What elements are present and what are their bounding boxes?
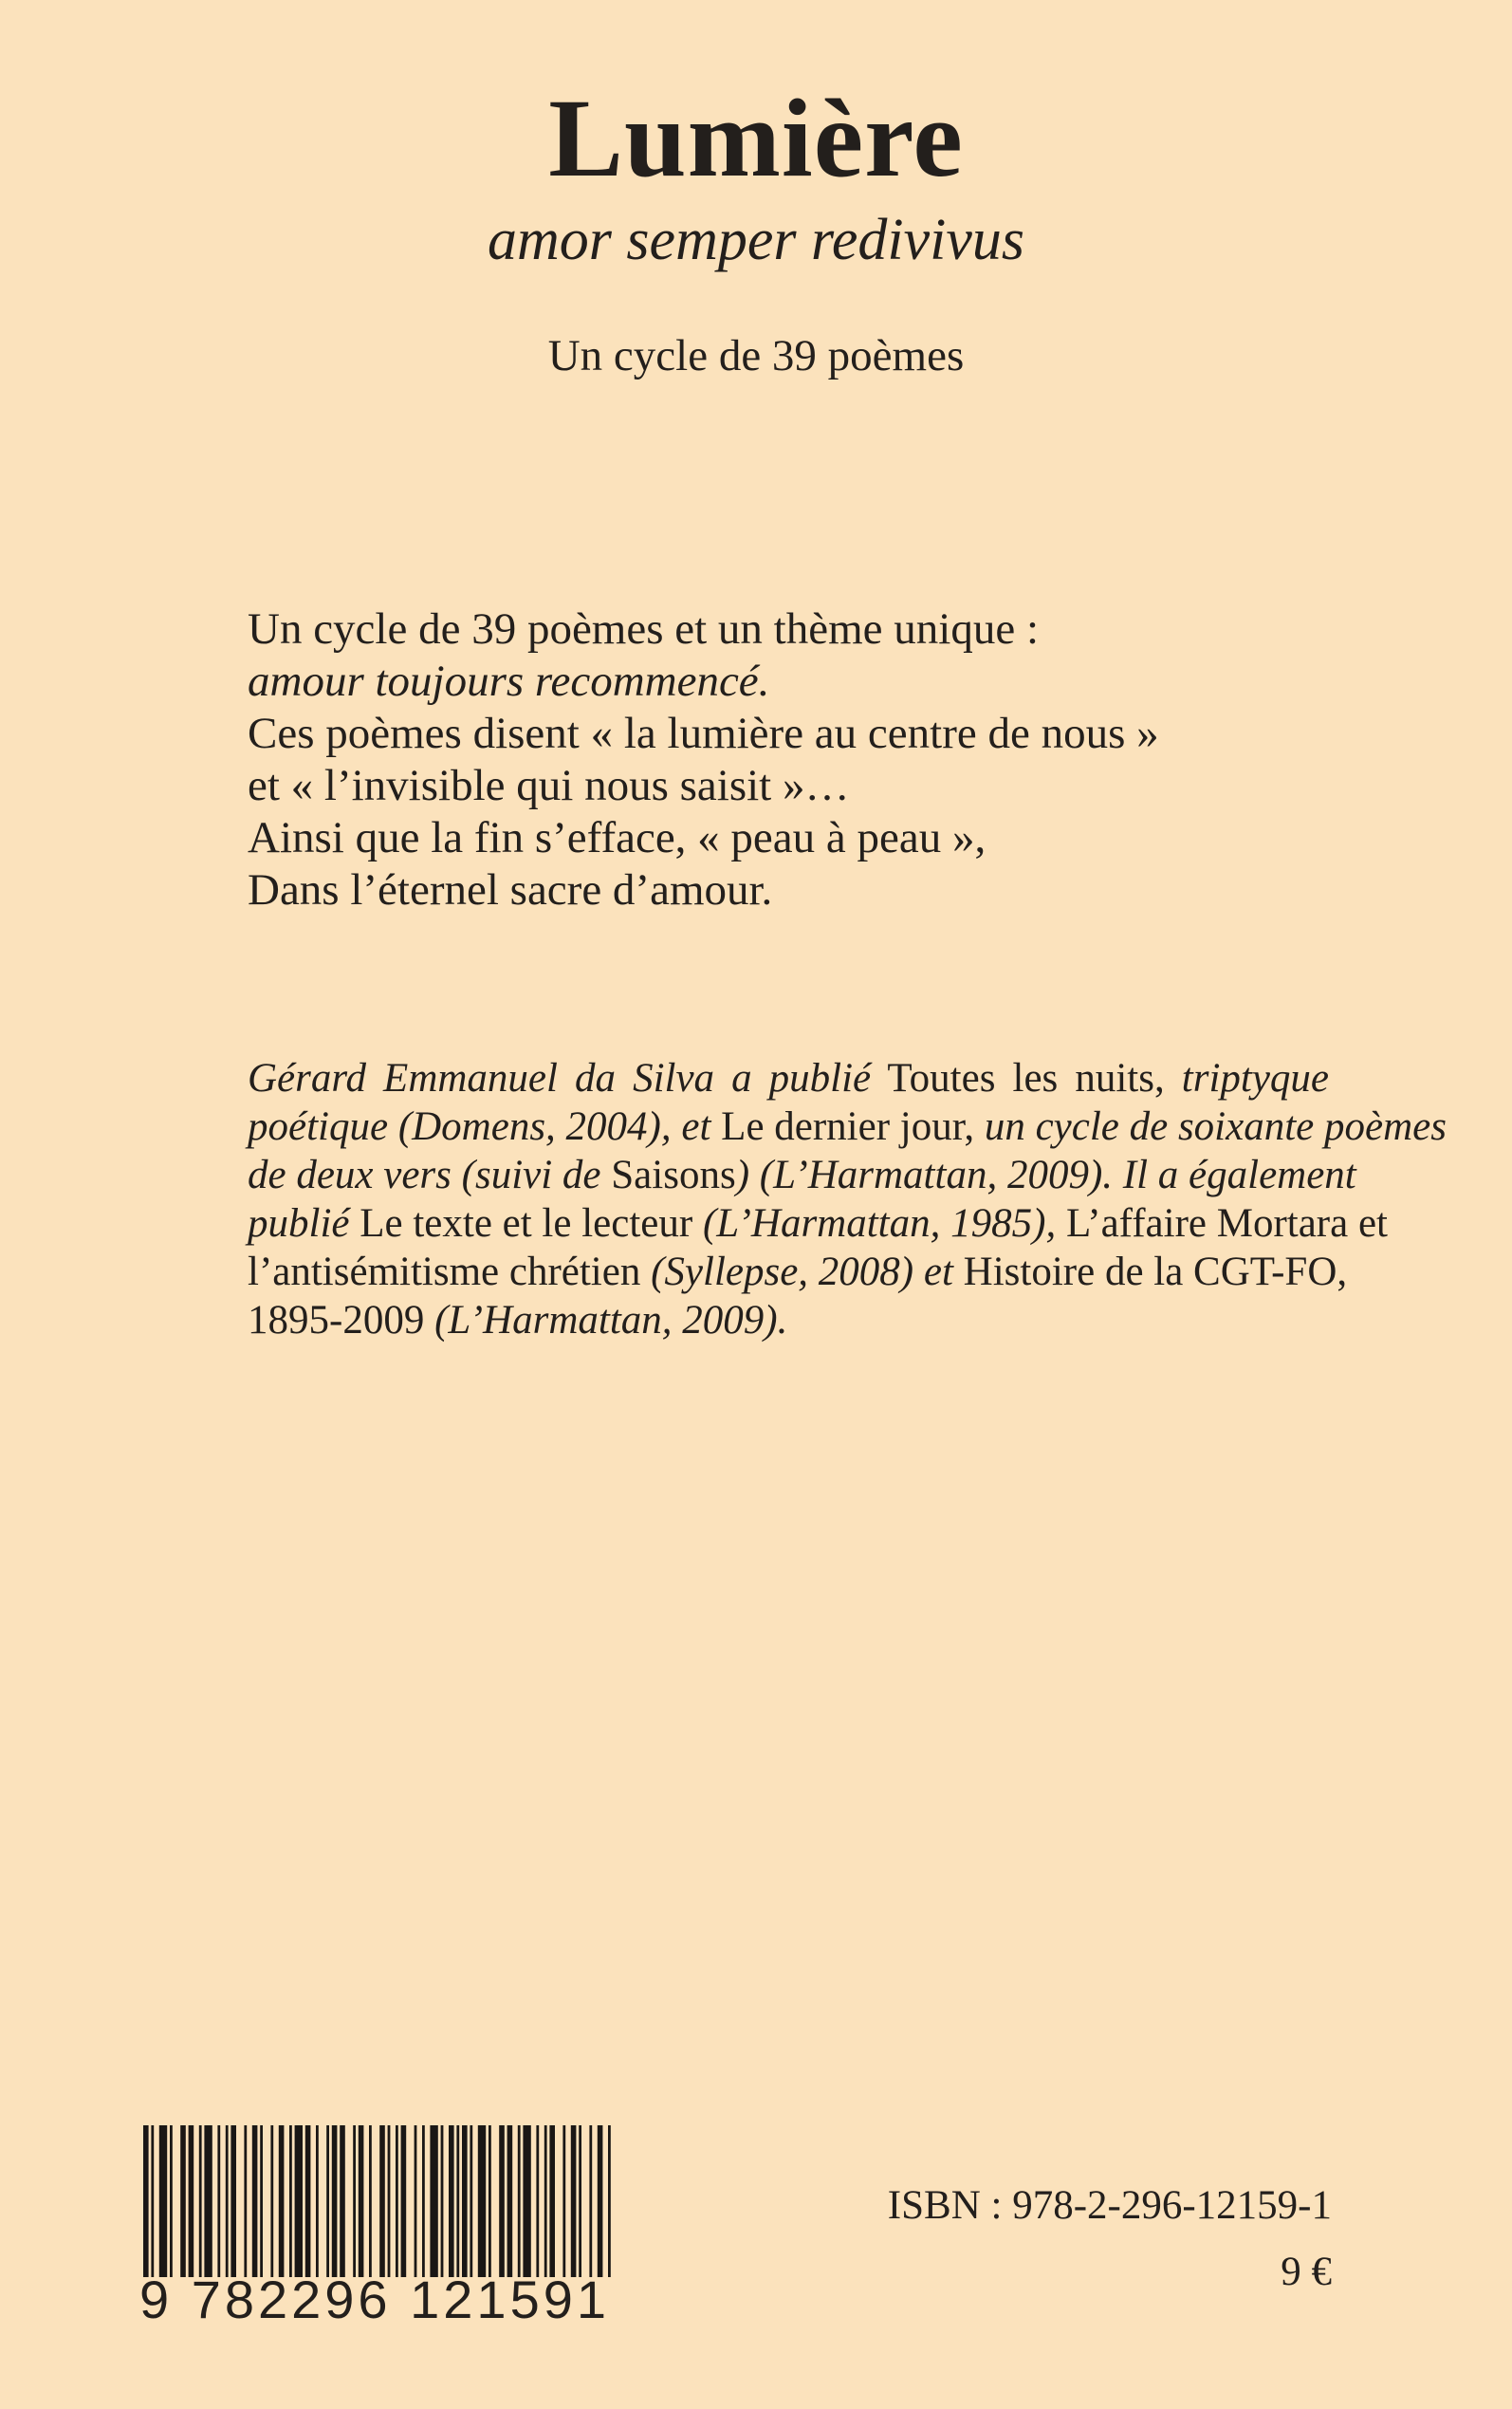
barcode-bar (518, 2125, 521, 2277)
bio-text: triptyque (1181, 1056, 1330, 1101)
barcode-bar (143, 2125, 149, 2277)
barcode-bar (549, 2125, 555, 2277)
bio-text: (L’Harmattan, 2009). (434, 1298, 788, 1343)
barcode-bar (489, 2125, 491, 2277)
barcode-bar (260, 2125, 263, 2277)
book-reference: L’affaire Mortara et (1065, 1201, 1388, 1246)
barcode (139, 2125, 614, 2277)
barcode-bar (189, 2125, 194, 2277)
bio-text: un cycle de soixante poèmes (984, 1104, 1447, 1149)
barcode-bar (226, 2125, 229, 2277)
book-tagline: Un cycle de 39 poèmes (547, 331, 965, 380)
bio-line (248, 1103, 1447, 1151)
barcode-bar (217, 2125, 220, 2277)
blurb (248, 603, 1338, 917)
bio-line (248, 1054, 1329, 1103)
book-reference: Le dernier jour, (721, 1104, 975, 1149)
bio-text: Gérard Emmanuel da Silva a publié (248, 1056, 872, 1101)
barcode-bar (305, 2125, 311, 2277)
barcode-bar (608, 2125, 611, 2277)
book-subtitle: amor semper redivivus (488, 208, 1024, 272)
barcode-bar (499, 2125, 505, 2277)
barcode-bar (449, 2125, 454, 2277)
barcode-bar (470, 2125, 472, 2277)
barcode-bar (536, 2125, 539, 2277)
barcode-digits: 9 782296 121591 (139, 2270, 610, 2329)
barcode-bar (270, 2125, 273, 2277)
book-title: Lumière (548, 76, 964, 200)
barcode-bar (332, 2125, 338, 2277)
bio-line (248, 1199, 1388, 1248)
book-reference: Toutes les nuits, (887, 1056, 1165, 1101)
barcode-bar (430, 2125, 437, 2277)
blurb-line: Un cycle de 39 poèmes et un thème unique : (248, 604, 1039, 654)
barcode-bar (589, 2125, 592, 2277)
barcode-bar (422, 2125, 425, 2277)
bio-text: (Syllepse, 2008) et (651, 1250, 953, 1294)
blurb-line: amour toujours recommencé. (248, 657, 770, 706)
barcode-bar (544, 2125, 547, 2277)
bio-text: (L’Harmattan, 1985), (702, 1201, 1057, 1246)
author-bio (248, 1054, 1447, 1344)
bio-line (248, 1248, 1348, 1296)
barcode-bar (244, 2125, 247, 2277)
barcode-bar (230, 2125, 236, 2277)
barcode-bar (401, 2125, 407, 2277)
barcode-bar (289, 2125, 292, 2277)
barcode-bar (478, 2125, 486, 2277)
barcode-bar (279, 2125, 285, 2277)
barcode-bar (316, 2125, 319, 2277)
bio-line (248, 1296, 1329, 1344)
barcode-bar (523, 2125, 530, 2277)
barcode-bar (388, 2125, 391, 2277)
bio-text: de deux vers (suivi de (248, 1153, 601, 1197)
barcode-bar (507, 2125, 513, 2277)
barcode-bar (441, 2125, 444, 2277)
isbn: ISBN : 978-2-296-12159-1 (887, 2183, 1332, 2228)
blurb-line: Ainsi que la fin s’efface, « peau à peau », (248, 813, 986, 862)
barcode-bar (359, 2125, 364, 2277)
book-reference: 1895-2009 (248, 1298, 425, 1343)
barcode-bar (579, 2125, 581, 2277)
barcode-bar (598, 2125, 603, 2277)
barcode-bar (204, 2125, 212, 2277)
barcode-bar (571, 2125, 577, 2277)
barcode-bar (462, 2125, 468, 2277)
barcode-bar (295, 2125, 303, 2277)
barcode-bar (396, 2125, 398, 2277)
book-reference: Histoire de la CGT-FO, (963, 1250, 1348, 1294)
barcode-bar (252, 2125, 258, 2277)
barcode-bars-icon (139, 2125, 614, 2277)
barcode-bar (180, 2125, 186, 2277)
book-reference: Le texte et le lecteur (360, 1201, 693, 1246)
barcode-bar (326, 2125, 329, 2277)
blurb-line: Dans l’éternel sacre d’amour. (248, 865, 773, 915)
barcode-bar (456, 2125, 459, 2277)
barcode-bar (369, 2125, 372, 2277)
barcode-bar (415, 2125, 417, 2277)
bio-line (248, 1151, 1356, 1199)
book-reference: l’antisémitisme chrétien (248, 1250, 641, 1294)
barcode-bar (379, 2125, 385, 2277)
barcode-bar (340, 2125, 345, 2277)
book-reference: Saisons (611, 1153, 736, 1197)
barcode-bar (159, 2125, 167, 2277)
blurb-line: et « l’invisible qui nous saisit »… (248, 761, 850, 810)
barcode-bar (353, 2125, 356, 2277)
barcode-bar (170, 2125, 173, 2277)
bio-text: poétique (Domens, 2004), et (248, 1104, 711, 1149)
barcode-bar (199, 2125, 202, 2277)
barcode-bar (151, 2125, 154, 2277)
price: 9 € (1281, 2250, 1332, 2294)
blurb-line: Ces poèmes disent « la lumière au centre de nous » (248, 709, 1159, 758)
bio-text: ) (L’Harmattan, 2009). Il a également (735, 1153, 1356, 1197)
barcode-bar (562, 2125, 565, 2277)
bio-text: publié (248, 1201, 350, 1246)
